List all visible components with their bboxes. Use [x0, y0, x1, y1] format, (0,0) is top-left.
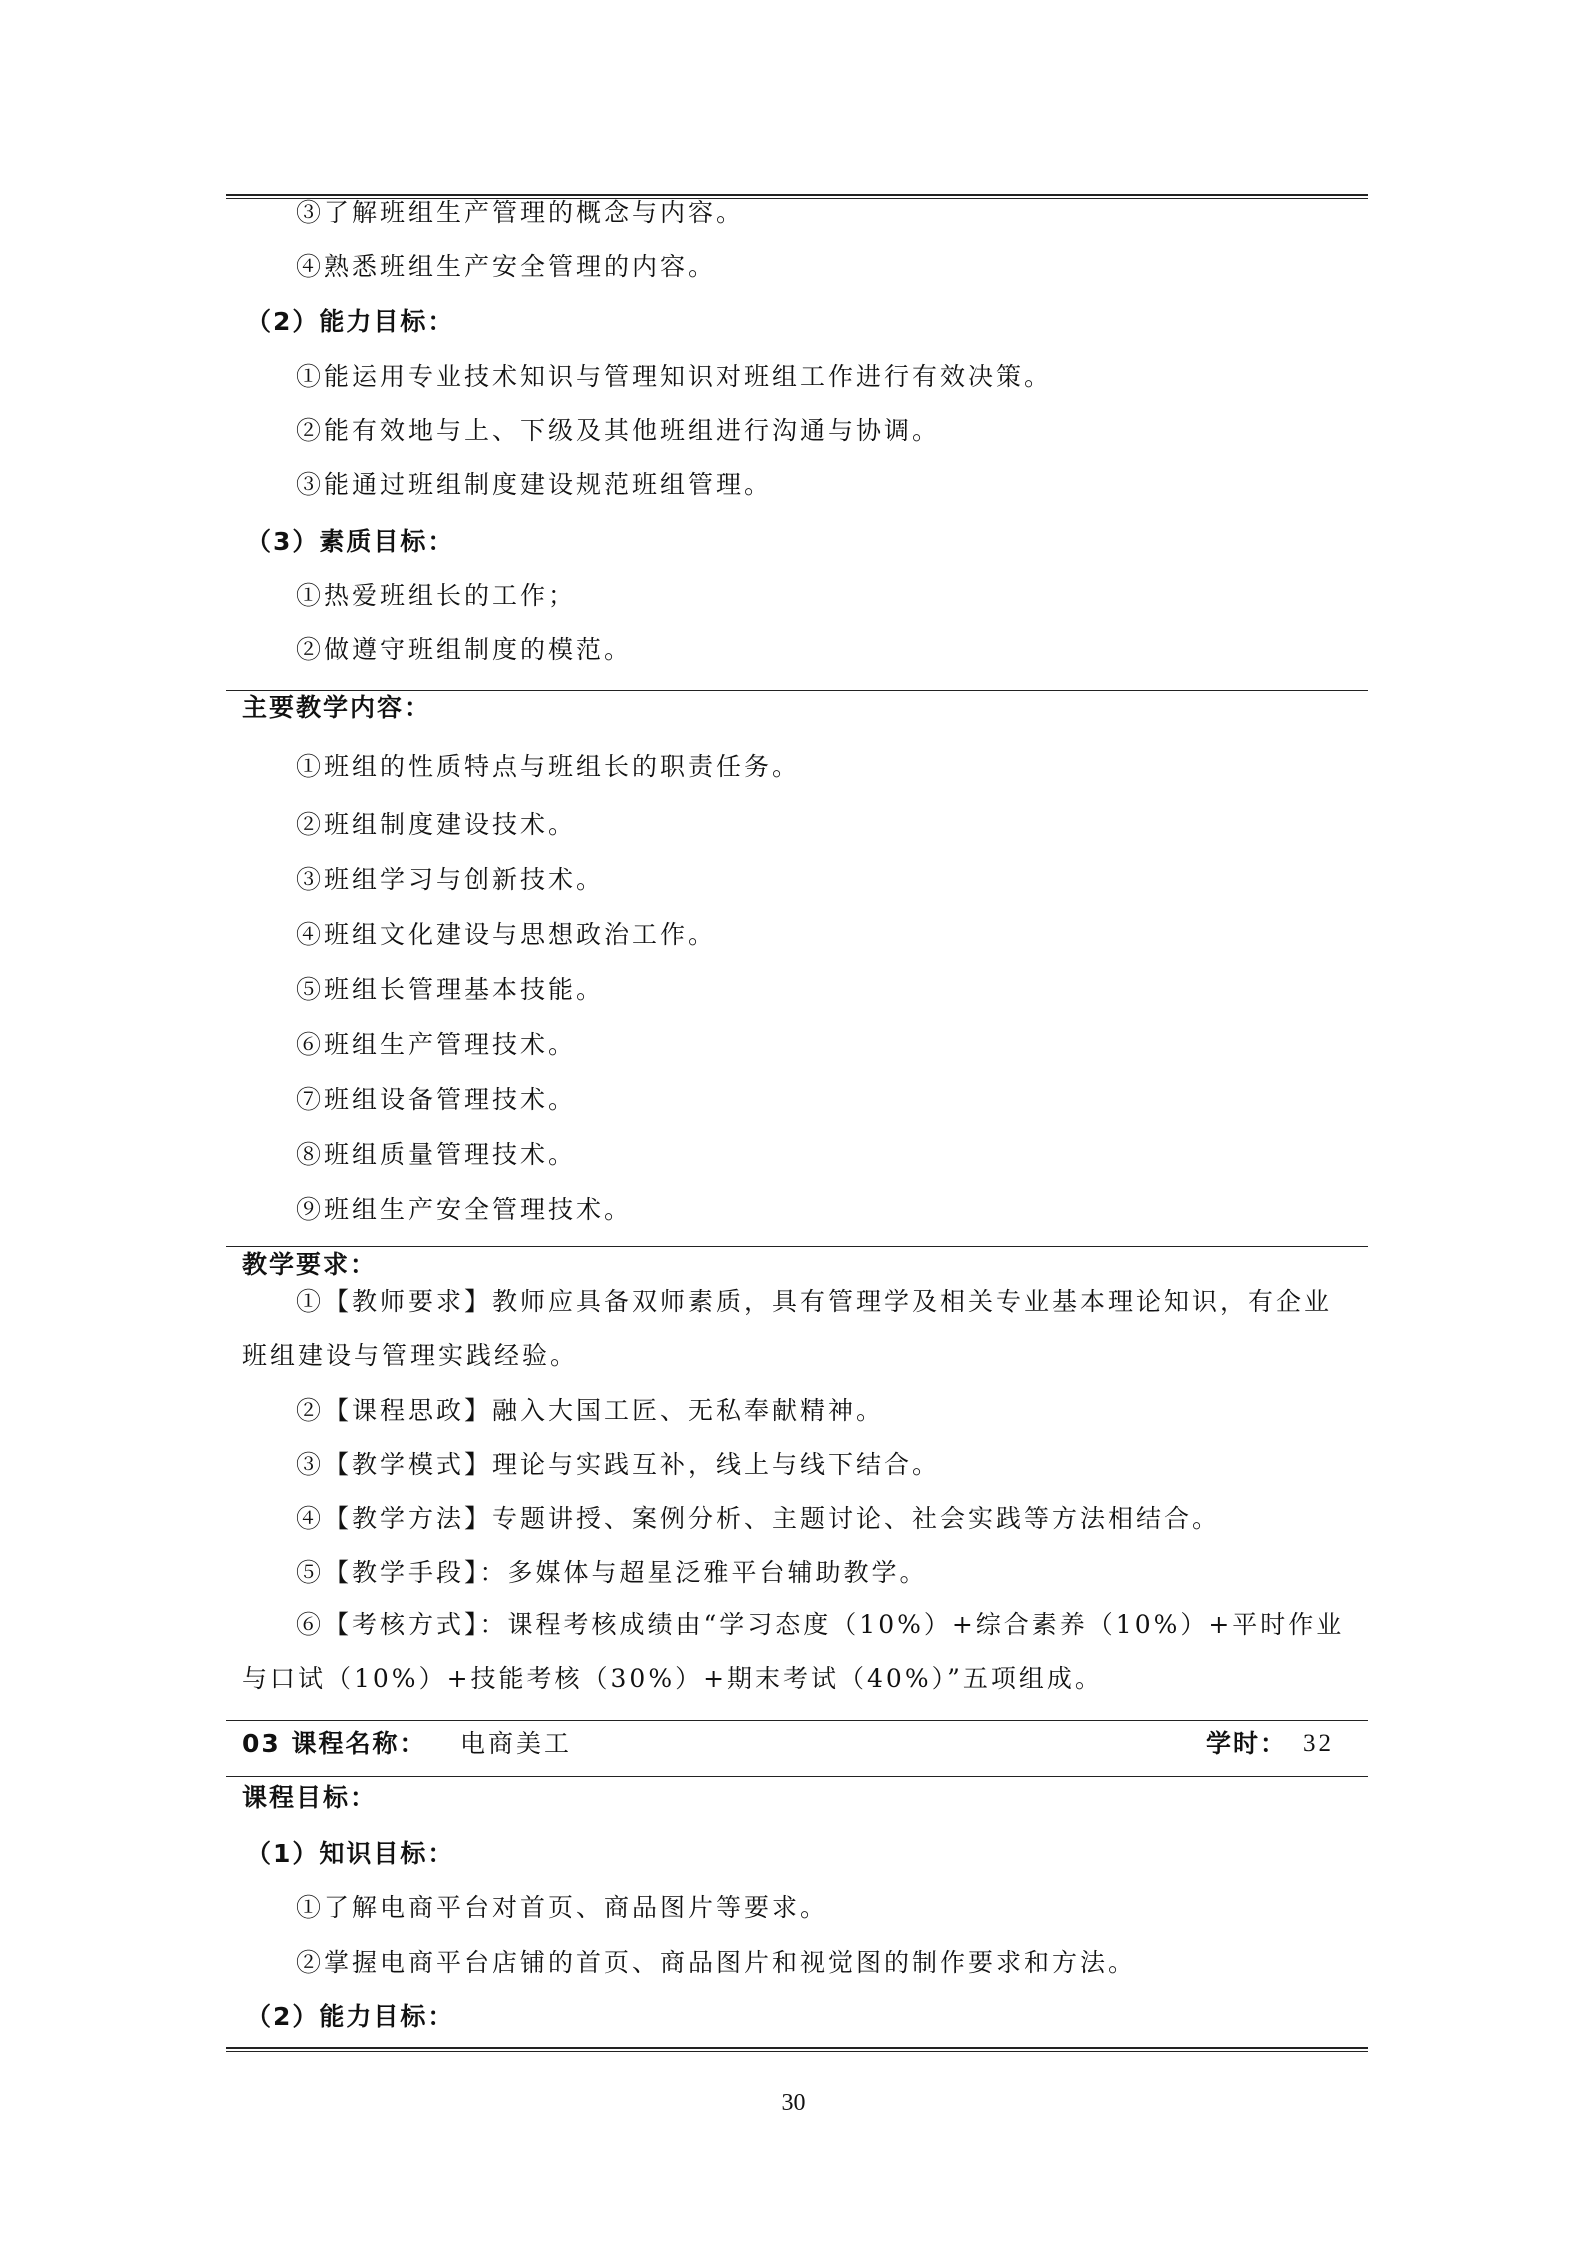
- list-item: ②掌握电商平台店铺的首页、商品图片和视觉图的制作要求和方法。: [296, 1948, 1137, 1977]
- list-item: ②做遵守班组制度的模范。: [296, 635, 633, 664]
- list-item: ②【课程思政】融入大国工匠、无私奉献精神。: [296, 1396, 885, 1425]
- list-item: ⑦班组设备管理技术。: [296, 1085, 577, 1114]
- list-item: ①了解电商平台对首页、商品图片等要求。: [296, 1893, 829, 1922]
- section-rule: [226, 1776, 1368, 1777]
- list-item: ③了解班组生产管理的概念与内容。: [296, 198, 745, 227]
- section-heading: 主要教学内容：: [242, 693, 432, 722]
- section-heading: （1）知识目标：: [246, 1839, 455, 1868]
- page-number: 30: [781, 2090, 806, 2116]
- course-name-label: 03 课程名称：: [242, 1729, 427, 1758]
- bottom-double-rule: [226, 2047, 1368, 2052]
- paragraph: ⑥【考核方式】：课程考核成绩由“学习态度（10%）+综合素养（10%）+平时作业与口试（10%）+技能考核（30%）+期末考试（40%）”五项组成。: [242, 1610, 1345, 1693]
- list-item: ⑨班组生产安全管理技术。: [296, 1195, 633, 1224]
- list-item: ①班组的性质特点与班组长的职责任务。: [296, 752, 801, 781]
- list-item: ③班组学习与创新技术。: [296, 865, 605, 894]
- list-item: ①热爱班组长的工作；: [296, 581, 577, 610]
- list-item: ④熟悉班组生产安全管理的内容。: [296, 252, 717, 281]
- list-item: ②能有效地与上、下级及其他班组进行沟通与协调。: [296, 416, 941, 445]
- list-item: ⑤【教学手段】：多媒体与超星泛雅平台辅助教学。: [296, 1558, 928, 1587]
- section-rule: [226, 690, 1368, 691]
- section-rule: [226, 1720, 1368, 1721]
- course-name-value: 电商美工: [460, 1729, 573, 1758]
- section-heading: （2）能力目标：: [246, 307, 455, 336]
- paragraph: ①【教师要求】教师应具备双师素质，具有管理学及相关专业基本理论知识，有企业班组建设与管理实践经验。: [242, 1287, 1333, 1370]
- list-item: ①能运用专业技术知识与管理知识对班组工作进行有效决策。: [296, 362, 1053, 391]
- list-item: ⑥班组生产管理技术。: [296, 1030, 577, 1059]
- list-item: ③【教学模式】理论与实践互补，线上与线下结合。: [296, 1450, 941, 1479]
- list-item: ⑤班组长管理基本技能。: [296, 975, 605, 1004]
- list-item: ⑧班组质量管理技术。: [296, 1140, 577, 1169]
- section-heading: （2）能力目标：: [246, 2002, 455, 2031]
- section-rule: [226, 1246, 1368, 1247]
- section-heading: （3）素质目标：: [246, 527, 455, 556]
- section-heading: 课程目标：: [242, 1783, 378, 1812]
- list-item: ②班组制度建设技术。: [296, 810, 577, 839]
- list-item: ③能通过班组制度建设规范班组管理。: [296, 470, 773, 499]
- course-hours-label: 学时：: [1206, 1729, 1288, 1758]
- course-hours-value: 32: [1303, 1730, 1334, 1757]
- section-heading: 教学要求：: [242, 1250, 378, 1279]
- list-item: ④【教学方法】专题讲授、案例分析、主题讨论、社会实践等方法相结合。: [296, 1504, 1221, 1533]
- list-item: ④班组文化建设与思想政治工作。: [296, 920, 717, 949]
